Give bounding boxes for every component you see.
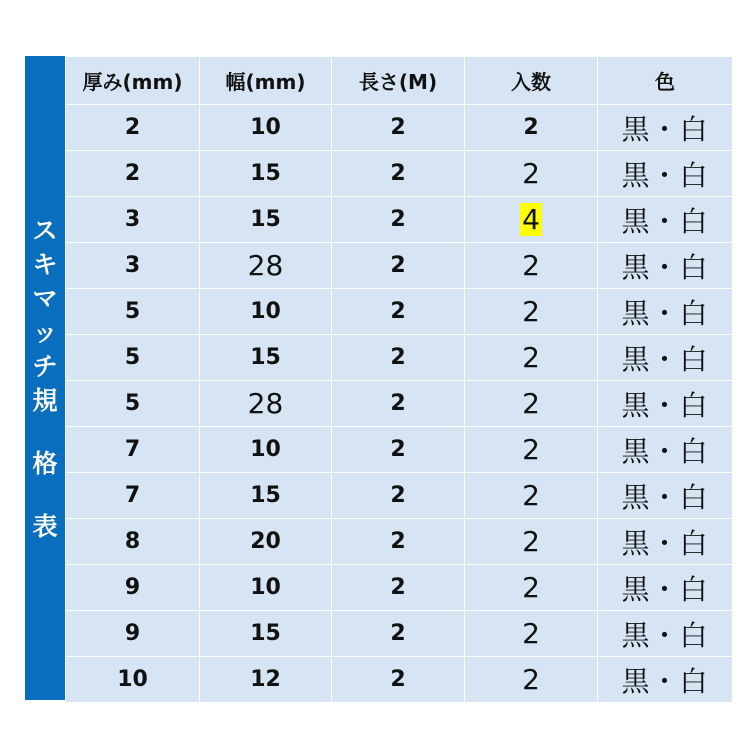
cell-color: 黒・白 xyxy=(598,519,733,565)
spec-sheet xyxy=(25,56,733,700)
cell-width: 20 xyxy=(200,519,332,565)
cell-quantity-highlighted xyxy=(465,197,598,243)
cell-color: 黒・白 xyxy=(598,243,733,289)
cell-color: 黒・白 xyxy=(598,611,733,657)
side-title-bar xyxy=(25,56,65,700)
table-row xyxy=(66,427,733,473)
table-row xyxy=(66,657,733,703)
table-row xyxy=(66,151,733,197)
table-row xyxy=(66,197,733,243)
cell-length: 2 xyxy=(332,197,465,243)
cell-thickness: 8 xyxy=(66,519,200,565)
table-row xyxy=(66,473,733,519)
side-title-char: ッ xyxy=(32,317,58,347)
cell-color: 黒・白 xyxy=(598,427,733,473)
cell-width: 15 xyxy=(200,473,332,519)
cell-width: 10 xyxy=(200,565,332,611)
cell-thickness: 3 xyxy=(66,243,200,289)
cell-width: 15 xyxy=(200,335,332,381)
cell-thickness: 7 xyxy=(66,427,200,473)
cell-width: 10 xyxy=(200,105,332,151)
cell-quantity: 2 xyxy=(465,657,598,703)
side-title-char: ス xyxy=(32,215,58,245)
cell-color: 黒・白 xyxy=(598,289,733,335)
header-color: 色 xyxy=(598,57,733,105)
cell-length: 2 xyxy=(332,105,465,151)
cell-width: 15 xyxy=(200,611,332,657)
cell-quantity: 2 xyxy=(465,519,598,565)
cell-quantity: 2 xyxy=(465,381,598,427)
cell-thickness: 3 xyxy=(66,197,200,243)
table-row xyxy=(66,289,733,335)
cell-thickness: 2 xyxy=(66,105,200,151)
cell-length: 2 xyxy=(332,243,465,289)
header-length: 長さ(M) xyxy=(332,57,465,105)
side-title-char: チ xyxy=(32,351,58,381)
cell-quantity: 2 xyxy=(465,243,598,289)
side-title-char: キ xyxy=(32,249,58,279)
cell-width: 10 xyxy=(200,289,332,335)
cell-thickness: 10 xyxy=(66,657,200,703)
side-title-char: 規 xyxy=(32,385,58,415)
cell-color: 黒・白 xyxy=(598,381,733,427)
cell-quantity: 2 xyxy=(465,565,598,611)
cell-quantity: 2 xyxy=(465,427,598,473)
cell-length: 2 xyxy=(332,427,465,473)
spec-table xyxy=(65,56,733,703)
cell-width: 15 xyxy=(200,151,332,197)
table-row xyxy=(66,243,733,289)
cell-quantity: 2 xyxy=(465,105,598,151)
table-row xyxy=(66,381,733,427)
cell-thickness: 9 xyxy=(66,611,200,657)
cell-width: 15 xyxy=(200,197,332,243)
cell-length: 2 xyxy=(332,657,465,703)
side-title-char: 格 xyxy=(32,448,58,478)
cell-quantity: 2 xyxy=(465,473,598,519)
cell-color: 黒・白 xyxy=(598,105,733,151)
cell-quantity: 2 xyxy=(465,151,598,197)
cell-length: 2 xyxy=(332,289,465,335)
side-title-char: 表 xyxy=(32,511,58,541)
cell-length: 2 xyxy=(332,519,465,565)
cell-thickness: 7 xyxy=(66,473,200,519)
cell-color: 黒・白 xyxy=(598,565,733,611)
cell-quantity: 2 xyxy=(465,335,598,381)
table-row xyxy=(66,519,733,565)
cell-thickness: 2 xyxy=(66,151,200,197)
table-row xyxy=(66,565,733,611)
cell-length: 2 xyxy=(332,565,465,611)
cell-thickness: 9 xyxy=(66,565,200,611)
cell-width: 28 xyxy=(200,243,332,289)
cell-color: 黒・白 xyxy=(598,473,733,519)
cell-width: 28 xyxy=(200,381,332,427)
cell-length: 2 xyxy=(332,473,465,519)
cell-length: 2 xyxy=(332,335,465,381)
table-row xyxy=(66,335,733,381)
header-row xyxy=(66,57,733,105)
cell-thickness: 5 xyxy=(66,335,200,381)
cell-color: 黒・白 xyxy=(598,197,733,243)
cell-length: 2 xyxy=(332,611,465,657)
cell-quantity: 2 xyxy=(465,611,598,657)
cell-thickness: 5 xyxy=(66,289,200,335)
cell-width: 12 xyxy=(200,657,332,703)
header-quantity: 入数 xyxy=(465,57,598,105)
cell-color: 黒・白 xyxy=(598,335,733,381)
header-width: 幅(mm) xyxy=(200,57,332,105)
cell-quantity: 2 xyxy=(465,289,598,335)
cell-color: 黒・白 xyxy=(598,151,733,197)
cell-length: 2 xyxy=(332,381,465,427)
cell-width: 10 xyxy=(200,427,332,473)
cell-color: 黒・白 xyxy=(598,657,733,703)
highlight-mark: 4 xyxy=(522,203,540,236)
header-thickness: 厚み(mm) xyxy=(66,57,200,105)
cell-length: 2 xyxy=(332,151,465,197)
side-title-char: マ xyxy=(32,283,58,313)
table-row xyxy=(66,105,733,151)
table-row xyxy=(66,611,733,657)
cell-thickness: 5 xyxy=(66,381,200,427)
